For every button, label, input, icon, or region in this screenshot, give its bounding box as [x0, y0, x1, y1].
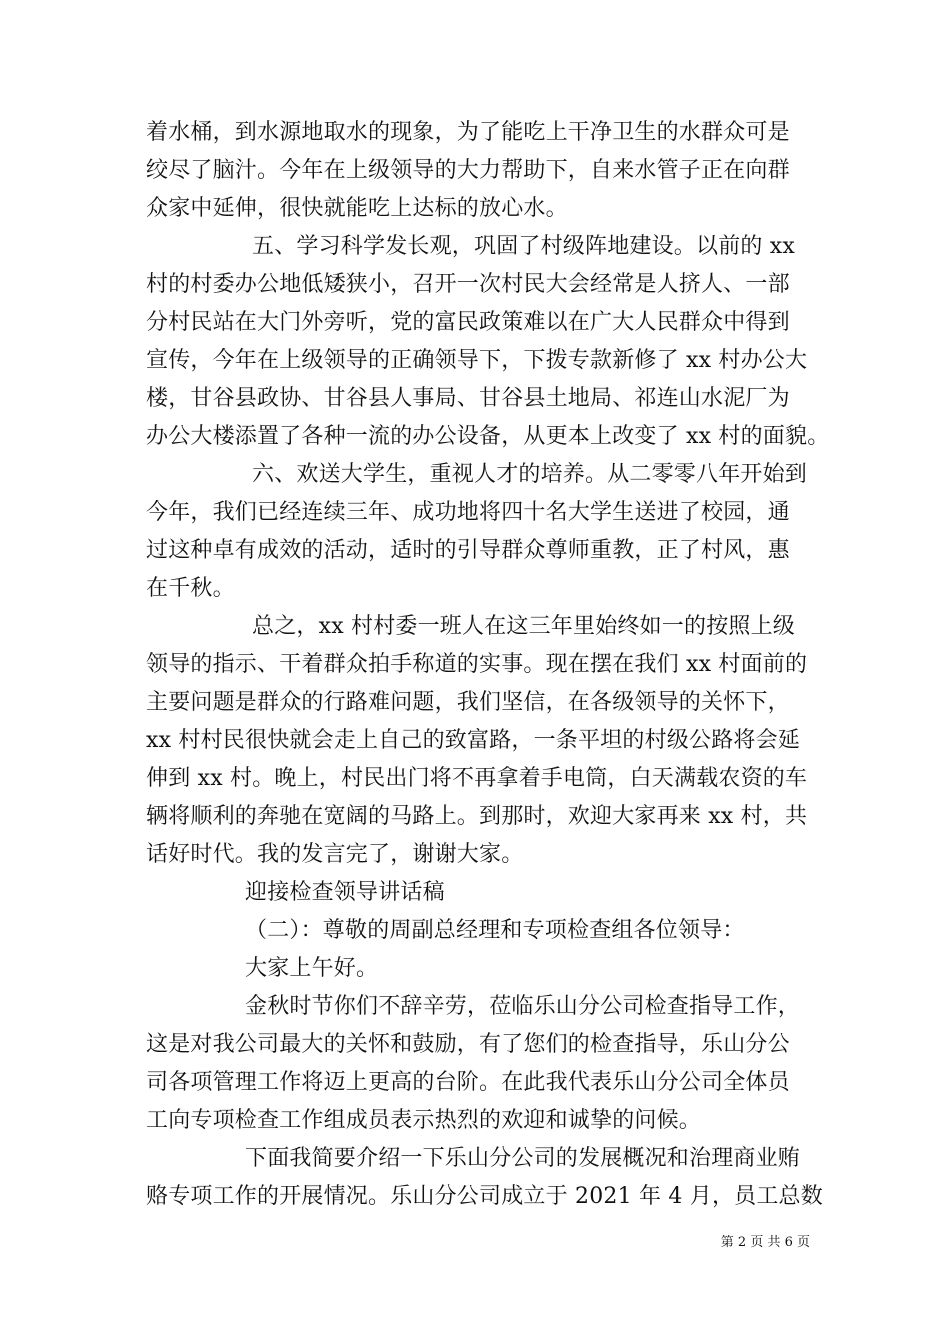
text-line: 分村民站在大门外旁听，党的富民政策难以在广大人民群众中得到 [146, 310, 790, 335]
text-line: 赂专项工作的开展情况。乐山分公司成立于 2021 年 4 月，员工总数 [146, 1184, 823, 1209]
text-line: xx 村村民很快就会走上自己的致富路，一条平坦的村级公路将会延 [146, 728, 801, 753]
text-line: 伸到 xx 村。晚上，村民出门将不再拿着手电筒，白天满载农资的车 [146, 766, 808, 791]
text-line: 众家中延伸，很快就能吃上达标的放心水。 [146, 196, 568, 221]
greeting-line: 大家上午好。 [245, 956, 379, 981]
text-line: 领导的指示、干着群众拍手称道的实事。现在摆在我们 xx 村面前的 [146, 652, 808, 677]
paragraph-start-line: 总之，xx 村村委一班人在这三年里始终如一的按照上级 [252, 614, 796, 639]
paragraph-start-line: 六、欢送大学生，重视人才的培养。从二零零八年开始到 [252, 462, 808, 487]
text-line: 司各项管理工作将迈上更高的台阶。在此我代表乐山分公司全体员 [146, 1070, 790, 1095]
text-line: 过这种卓有成效的活动，适时的引导群众尊师重教，正了村风，惠 [146, 538, 790, 563]
text-line: 楼，甘谷县政协、甘谷县人事局、甘谷县土地局、祁连山水泥厂为 [146, 386, 790, 411]
text-line: 村的村委办公地低矮狭小，召开一次村民大会经常是人挤人、一部 [146, 272, 790, 297]
text-line: 宣传，今年在上级领导的正确领导下，下拨专款新修了 xx 村办公大 [146, 348, 808, 373]
paragraph-start-line: 金秋时节你们不辞辛劳，莅临乐山分公司检查指导工作， [245, 994, 801, 1019]
section-title: 迎接检查领导讲话稿 [245, 880, 445, 905]
text-line: 今年，我们已经连续三年、成功地将四十名大学生送进了校园，通 [146, 500, 790, 525]
text-line: 着水桶，到水源地取水的现象，为了能吃上干净卫生的水群众可是 [146, 120, 790, 145]
text-line: 办公大楼添置了各种一流的办公设备，从更本上改变了 xx 村的面貌。 [146, 424, 830, 449]
text-line: 这是对我公司最大的关怀和鼓励，有了您们的检查指导，乐山分公 [146, 1032, 790, 1057]
text-line: 话好时代。我的发言完了，谢谢大家。 [146, 842, 524, 867]
page-number: 第 2 页 共 6 页 [720, 1235, 810, 1250]
paragraph-start-line: 下面我简要介绍一下乐山分公司的发展概况和治理商业贿 [245, 1146, 801, 1171]
paragraph-start-line: 五、学习科学发长观，巩固了村级阵地建设。以前的 xx [252, 234, 796, 259]
salutation-line: （二）：尊敬的周副总经理和专项检查组各位领导： [245, 918, 745, 943]
text-line: 在千秋。 [146, 576, 235, 601]
text-line: 主要问题是群众的行路难问题，我们坚信，在各级领导的关怀下， [146, 690, 790, 715]
text-line: 辆将顺利的奔驰在宽阔的马路上。到那时，欢迎大家再来 xx 村，共 [146, 804, 808, 829]
text-line: 绞尽了脑汁。今年在上级领导的大力帮助下，自来水管子正在向群 [146, 158, 790, 183]
text-line: 工向专项检查工作组成员表示热烈的欢迎和诚挚的问候。 [146, 1108, 702, 1133]
